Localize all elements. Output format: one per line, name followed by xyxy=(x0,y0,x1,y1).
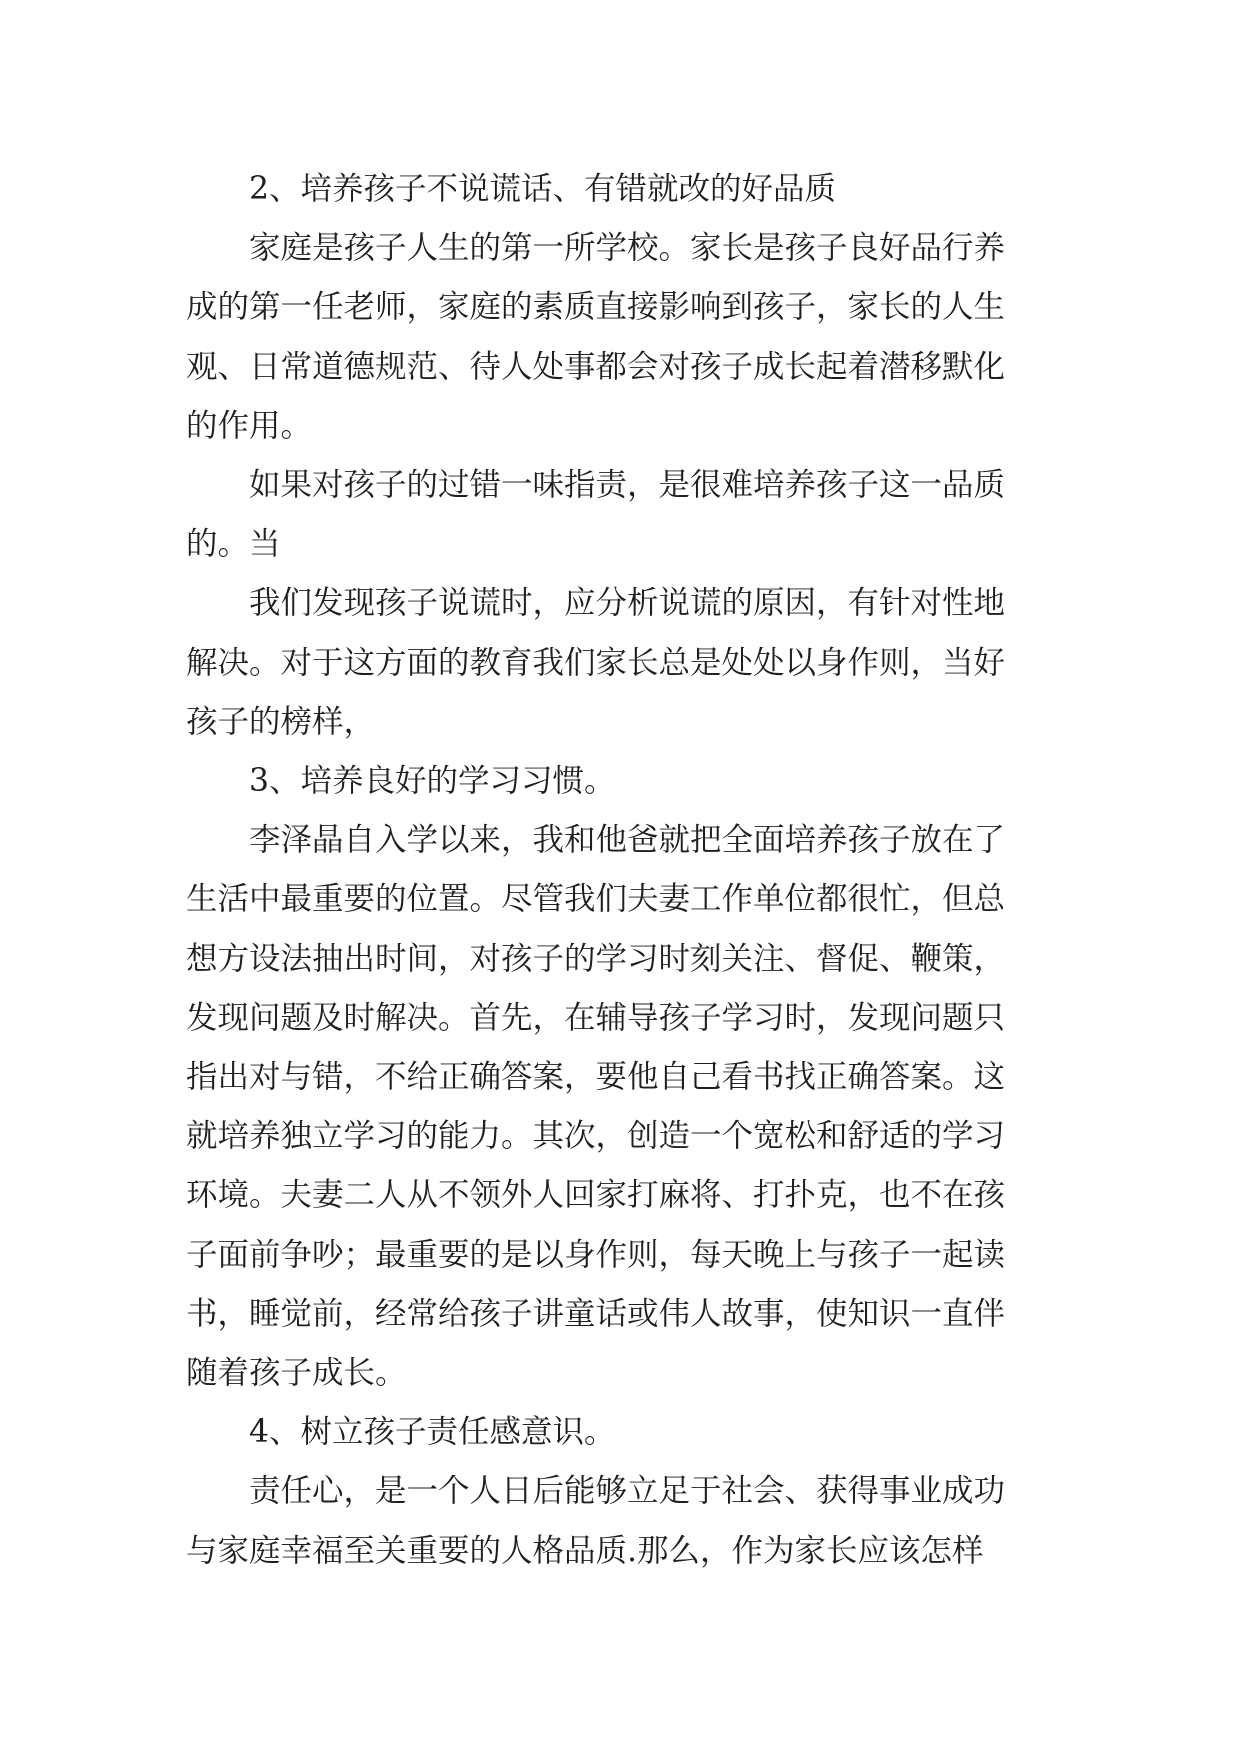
text-line: 书，睡觉前，经常给孩子讲童话或伟人故事，使知识一直伴 xyxy=(186,1295,1006,1332)
text-line: 李泽晶自入学以来，我和他爸就把全面培养孩子放在了 xyxy=(249,822,1006,859)
text-line: 指出对与错，不给正确答案，要他自己看书找正确答案。这 xyxy=(186,1059,1006,1096)
text-line: 责任心，是一个人日后能够立足于社会、获得事业成功 xyxy=(249,1473,1006,1510)
text-line: 观、日常道德规范、待人处事都会对孩子成长起着潜移默化 xyxy=(186,348,1006,385)
text-line: 成的第一任老师，家庭的素质直接影响到孩子，家长的人生 xyxy=(186,289,1006,326)
text-line: 与家庭幸福至关重要的人格品质.那么，作为家长应该怎样 xyxy=(186,1532,984,1569)
text-line: 子面前争吵；最重要的是以身作则，每天晚上与孩子一起读 xyxy=(186,1236,1006,1273)
text-line: 环境。夫妻二人从不领外人回家打麻将、打扑克，也不在孩 xyxy=(186,1177,1006,1214)
text-line: 就培养独立学习的能力。其次，创造一个宽松和舒适的学习 xyxy=(186,1118,1006,1155)
text-line: 的。当 xyxy=(186,526,281,563)
text-line: 孩子的榜样， xyxy=(186,703,376,740)
text-line: 的作用。 xyxy=(186,407,313,444)
text-line: 如果对孩子的过错一味指责，是很难培养孩子这一品质 xyxy=(249,467,1006,504)
text-line: 随着孩子成长。 xyxy=(186,1355,407,1392)
text-line: 解决。对于这方面的教育我们家长总是处处以身作则，当好 xyxy=(186,644,1006,681)
text-line: 发现问题及时解决。首先，在辅导孩子学习时，发现问题只 xyxy=(186,999,1006,1036)
body-text xyxy=(186,160,1066,1581)
text-line: 3、培养良好的学习习惯。 xyxy=(249,763,616,800)
text-line: 我们发现孩子说谎时，应分析说谎的原因，有针对性地 xyxy=(249,585,1006,622)
text-line: 4、树立孩子责任感意识。 xyxy=(249,1414,616,1451)
text-line: 家庭是孩子人生的第一所学校。家长是孩子良好品行养 xyxy=(249,230,1006,267)
text-line: 想方设法抽出时间，对孩子的学习时刻关注、督促、鞭策， xyxy=(186,940,1006,977)
text-line: 生活中最重要的位置。尽管我们夫妻工作单位都很忙，但总 xyxy=(186,881,1006,918)
text-line: 2、培养孩子不说谎话、有错就改的好品质 xyxy=(249,171,837,207)
